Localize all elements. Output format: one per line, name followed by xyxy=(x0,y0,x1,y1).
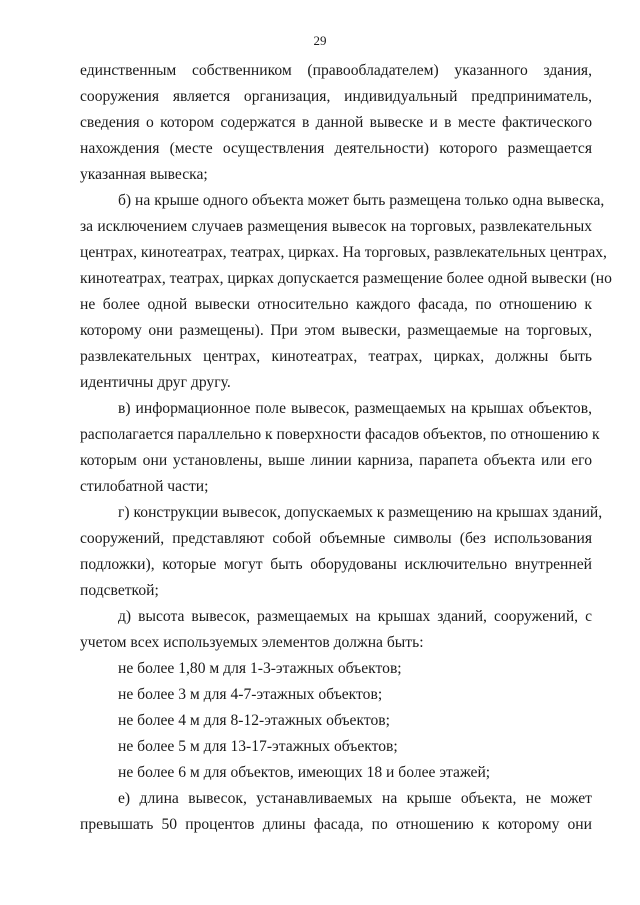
text-line: превышать 50 процентов длины фасада, по отношению к которому они xyxy=(80,816,592,833)
text-line: не более 5 м для 13-17-этажных объектов; xyxy=(118,738,398,755)
text-line: единственным собственником (правообладателем) указанного здания, xyxy=(80,62,592,79)
text-line: б) на крыше одного объекта может быть размещена только одна вывеска, xyxy=(118,192,605,209)
text-line: которым они установлены, выше линии карниза, парапета объекта или его xyxy=(80,452,592,469)
text-line: нахождения (месте осуществления деятельности) которого размещается xyxy=(80,140,592,157)
text-line: сооружений, представляют собой объемные символы (без использования xyxy=(80,530,592,547)
text-line: не более 3 м для 4-7-этажных объектов; xyxy=(118,686,383,703)
text-line: которому они размещены). При этом вывески, размещаемые на торговых, xyxy=(80,322,592,339)
text-line: центрах, кинотеатрах, театрах, цирках. На торговых, развлекательных центрах, xyxy=(80,244,607,261)
text-line: располагается параллельно к поверхности фасадов объектов, по отношению к xyxy=(80,426,600,443)
text-line: е) длина вывесок, устанавливаемых на крыше объекта, не может xyxy=(118,790,592,807)
text-line: идентичны друг другу. xyxy=(80,374,231,391)
text-line: сооружения является организация, индивидуальный предприниматель, xyxy=(80,88,592,105)
text-line: не более одной вывески относительно каждого фасада, по отношению к xyxy=(80,296,592,313)
text-line: г) конструкции вывесок, допускаемых к размещению на крышах зданий, xyxy=(118,504,603,521)
text-line: учетом всех используемых элементов должна быть: xyxy=(80,634,424,651)
text-line: в) информационное поле вывесок, размещаемых на крышах объектов, xyxy=(118,400,592,417)
text-line: не более 4 м для 8-12-этажных объектов; xyxy=(118,712,390,729)
text-line: указанная вывеска; xyxy=(80,166,208,183)
text-line: стилобатной части; xyxy=(80,478,209,495)
text-line: д) высота вывесок, размещаемых на крышах зданий, сооружений, с xyxy=(118,608,592,625)
text-line: за исключением случаев размещения вывесок на торговых, развлекательных xyxy=(80,218,592,235)
page-number: 29 xyxy=(313,33,327,48)
text-line: развлекательных центрах, кинотеатрах, театрах, цирках, должны быть xyxy=(80,348,592,365)
text-line: не более 1,80 м для 1-3-этажных объектов; xyxy=(118,660,402,677)
text-line: подсветкой; xyxy=(80,582,159,599)
text-line: кинотеатрах, театрах, цирках допускается размещение более одной вывески (но xyxy=(80,270,612,287)
text-line: подложки), которые могут быть оборудованы исключительно внутренней xyxy=(80,556,592,573)
document-body xyxy=(80,58,612,838)
text-line: не более 6 м для объектов, имеющих 18 и более этажей; xyxy=(118,764,491,781)
text-line: сведения о котором содержатся в данной вывеске и в месте фактического xyxy=(80,114,592,131)
